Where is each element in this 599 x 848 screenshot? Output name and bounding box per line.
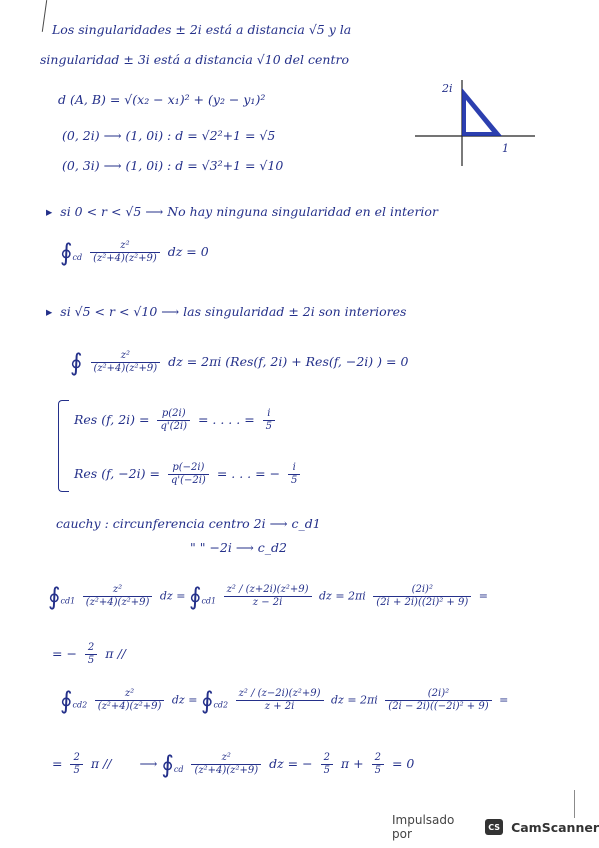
text: dz = 2πi	[331, 693, 378, 707]
integral-line-cd1	[48, 584, 488, 610]
frac-den: q'(2i)	[160, 421, 187, 432]
frac-num: (2i)²	[385, 688, 491, 701]
frac-num: z² / (z−2i)(z²+9)	[236, 688, 324, 701]
margin-stroke-bottom	[574, 790, 575, 818]
frac-den: (2i + 2i)((2i)² + 9)	[376, 597, 469, 608]
fraction	[372, 752, 384, 777]
contour-integral-icon: ∮	[161, 750, 174, 779]
margin-stroke	[42, 0, 48, 32]
text: dz =	[159, 589, 186, 603]
condition-text-2: si √5 < r < √10 ⟶ las singularidad ± 2i son interiores	[60, 304, 407, 319]
result-cd1	[52, 642, 126, 667]
contour-integral-icon: ∮	[70, 348, 83, 377]
residue-2i-label: Res (f, 2i) =	[74, 412, 150, 427]
fraction	[191, 752, 261, 777]
text-line-1: Los singularidades ± 2i está a distancia √5 y la	[52, 22, 352, 37]
frac-num: 2	[372, 752, 384, 765]
residue-sum: dz = 2πi (Res(f, 2i) + Res(f, −2i) ) = 0	[168, 354, 409, 369]
text: π +	[340, 756, 364, 771]
bullet-icon: ▸	[46, 204, 53, 219]
integral-sub: cd1	[60, 596, 76, 606]
footer-prefix: Impulsado por	[392, 813, 455, 841]
frac-num: i	[263, 408, 275, 421]
integral-line-2	[70, 350, 408, 375]
frac-den: (z²+4)(z²+9)	[93, 363, 158, 374]
frac-num: 2	[70, 752, 82, 765]
text: π //	[105, 646, 126, 661]
integral-line-1	[60, 240, 209, 266]
text: =	[52, 756, 63, 771]
frac-num: 2	[321, 752, 333, 765]
cauchy-line-2: " " −2i ⟶ c_d2	[190, 540, 287, 555]
integral-sub: cd2	[213, 700, 229, 710]
fraction	[91, 350, 161, 375]
fraction	[224, 584, 312, 609]
fraction	[83, 584, 153, 609]
frac-num: (2i)²	[373, 584, 471, 597]
contour-integral-icon: ∮	[200, 686, 214, 715]
frac-den: 5	[291, 475, 298, 486]
frac-den: 5	[87, 655, 95, 666]
label-2i: 2i	[442, 82, 453, 95]
frac-den: 5	[323, 765, 330, 776]
text: π //	[90, 756, 112, 771]
fraction	[263, 408, 275, 433]
scanner-footer	[392, 813, 599, 841]
integral-sub: cd2	[72, 700, 88, 710]
frac-num: z² / (z+2i)(z²+9)	[224, 584, 312, 597]
frac-den: (2i − 2i)((−2i)² + 9)	[388, 701, 489, 712]
label-1: 1	[502, 142, 509, 155]
frac-den: (z²+4)(z²+9)	[85, 597, 150, 608]
integral-result-1: dz = 0	[167, 244, 209, 259]
integral-line-cd2	[60, 688, 508, 714]
fraction	[168, 462, 209, 487]
frac-den: 5	[265, 421, 273, 432]
residue-2i-line	[74, 408, 279, 433]
frac-den: (z²+4)(z²+9)	[194, 765, 259, 776]
frac-num: z²	[191, 752, 261, 765]
frac-num: z²	[95, 688, 165, 701]
camscanner-logo-icon: CS	[485, 819, 503, 835]
fraction	[385, 688, 491, 713]
contour-integral-icon: ∮	[48, 582, 61, 611]
text: = 0	[391, 756, 415, 771]
integral-sub: cd1	[201, 596, 217, 606]
residue-dots: = . . . = −	[216, 466, 281, 481]
contour-integral-icon: ∮	[188, 582, 202, 611]
final-line	[52, 752, 414, 778]
text-line-2: singularidad ± 3i está a distancia √10 del centro	[40, 52, 349, 67]
fraction	[95, 688, 165, 713]
system-brace	[58, 400, 69, 492]
text: dz = −	[269, 756, 313, 771]
distance-2i: (0, 2i) ⟶ (1, 0i) : d = √2²+1 = √5	[62, 128, 276, 143]
residue-neg2i-line	[74, 462, 304, 487]
arrow-icon: ⟶	[139, 756, 158, 771]
frac-den: (z²+4)(z²+9)	[93, 253, 157, 264]
contour-integral-icon: ∮	[60, 238, 73, 267]
text: = −	[52, 646, 81, 661]
residue-dots: = . . . . =	[197, 412, 255, 427]
footer-brand: CamScanner	[511, 819, 599, 835]
cauchy-line-1: cauchy : circunferencia centro 2i ⟶ c_d1	[56, 516, 321, 531]
fraction	[288, 462, 300, 487]
frac-num: z²	[91, 350, 161, 363]
integral-sub: cd	[173, 765, 184, 774]
frac-num: z²	[83, 584, 153, 597]
frac-num: 2	[85, 642, 97, 655]
bullet-icon: ▸	[46, 304, 53, 319]
fraction	[85, 642, 97, 667]
frac-num: z²	[90, 240, 160, 253]
text: =	[478, 589, 488, 603]
frac-num: i	[288, 462, 300, 475]
text: dz =	[171, 693, 198, 707]
integral-sub: cd	[72, 253, 83, 262]
distance-3i: (0, 3i) ⟶ (1, 0i) : d = √3²+1 = √10	[62, 158, 284, 173]
complex-plane-diagram	[410, 78, 540, 170]
frac-den: q'(−2i)	[170, 475, 206, 486]
contour-integral-icon: ∮	[60, 686, 73, 715]
distance-formula: d (A, B) = √(x₂ − x₁)² + (y₂ − y₁)²	[58, 92, 266, 107]
frac-num: p(2i)	[157, 408, 190, 421]
frac-den: 5	[73, 765, 80, 776]
condition-line-1	[46, 204, 438, 220]
fraction	[157, 408, 190, 433]
frac-num: p(−2i)	[168, 462, 209, 475]
frac-den: z + 2i	[264, 701, 295, 712]
text: dz = 2πi	[319, 589, 366, 603]
frac-den: 5	[374, 765, 381, 776]
frac-den: (z²+4)(z²+9)	[97, 701, 162, 712]
fraction	[70, 752, 82, 777]
residue-neg2i-label: Res (f, −2i) =	[74, 466, 160, 481]
condition-line-2	[46, 304, 406, 320]
frac-den: z − 2i	[252, 597, 283, 608]
fraction	[373, 584, 471, 609]
fraction	[90, 240, 160, 265]
fraction	[321, 752, 333, 777]
text: =	[499, 693, 509, 707]
condition-text-1: si 0 < r < √5 ⟶ No hay ninguna singularidad en el interior	[60, 204, 438, 219]
fraction	[236, 688, 324, 713]
